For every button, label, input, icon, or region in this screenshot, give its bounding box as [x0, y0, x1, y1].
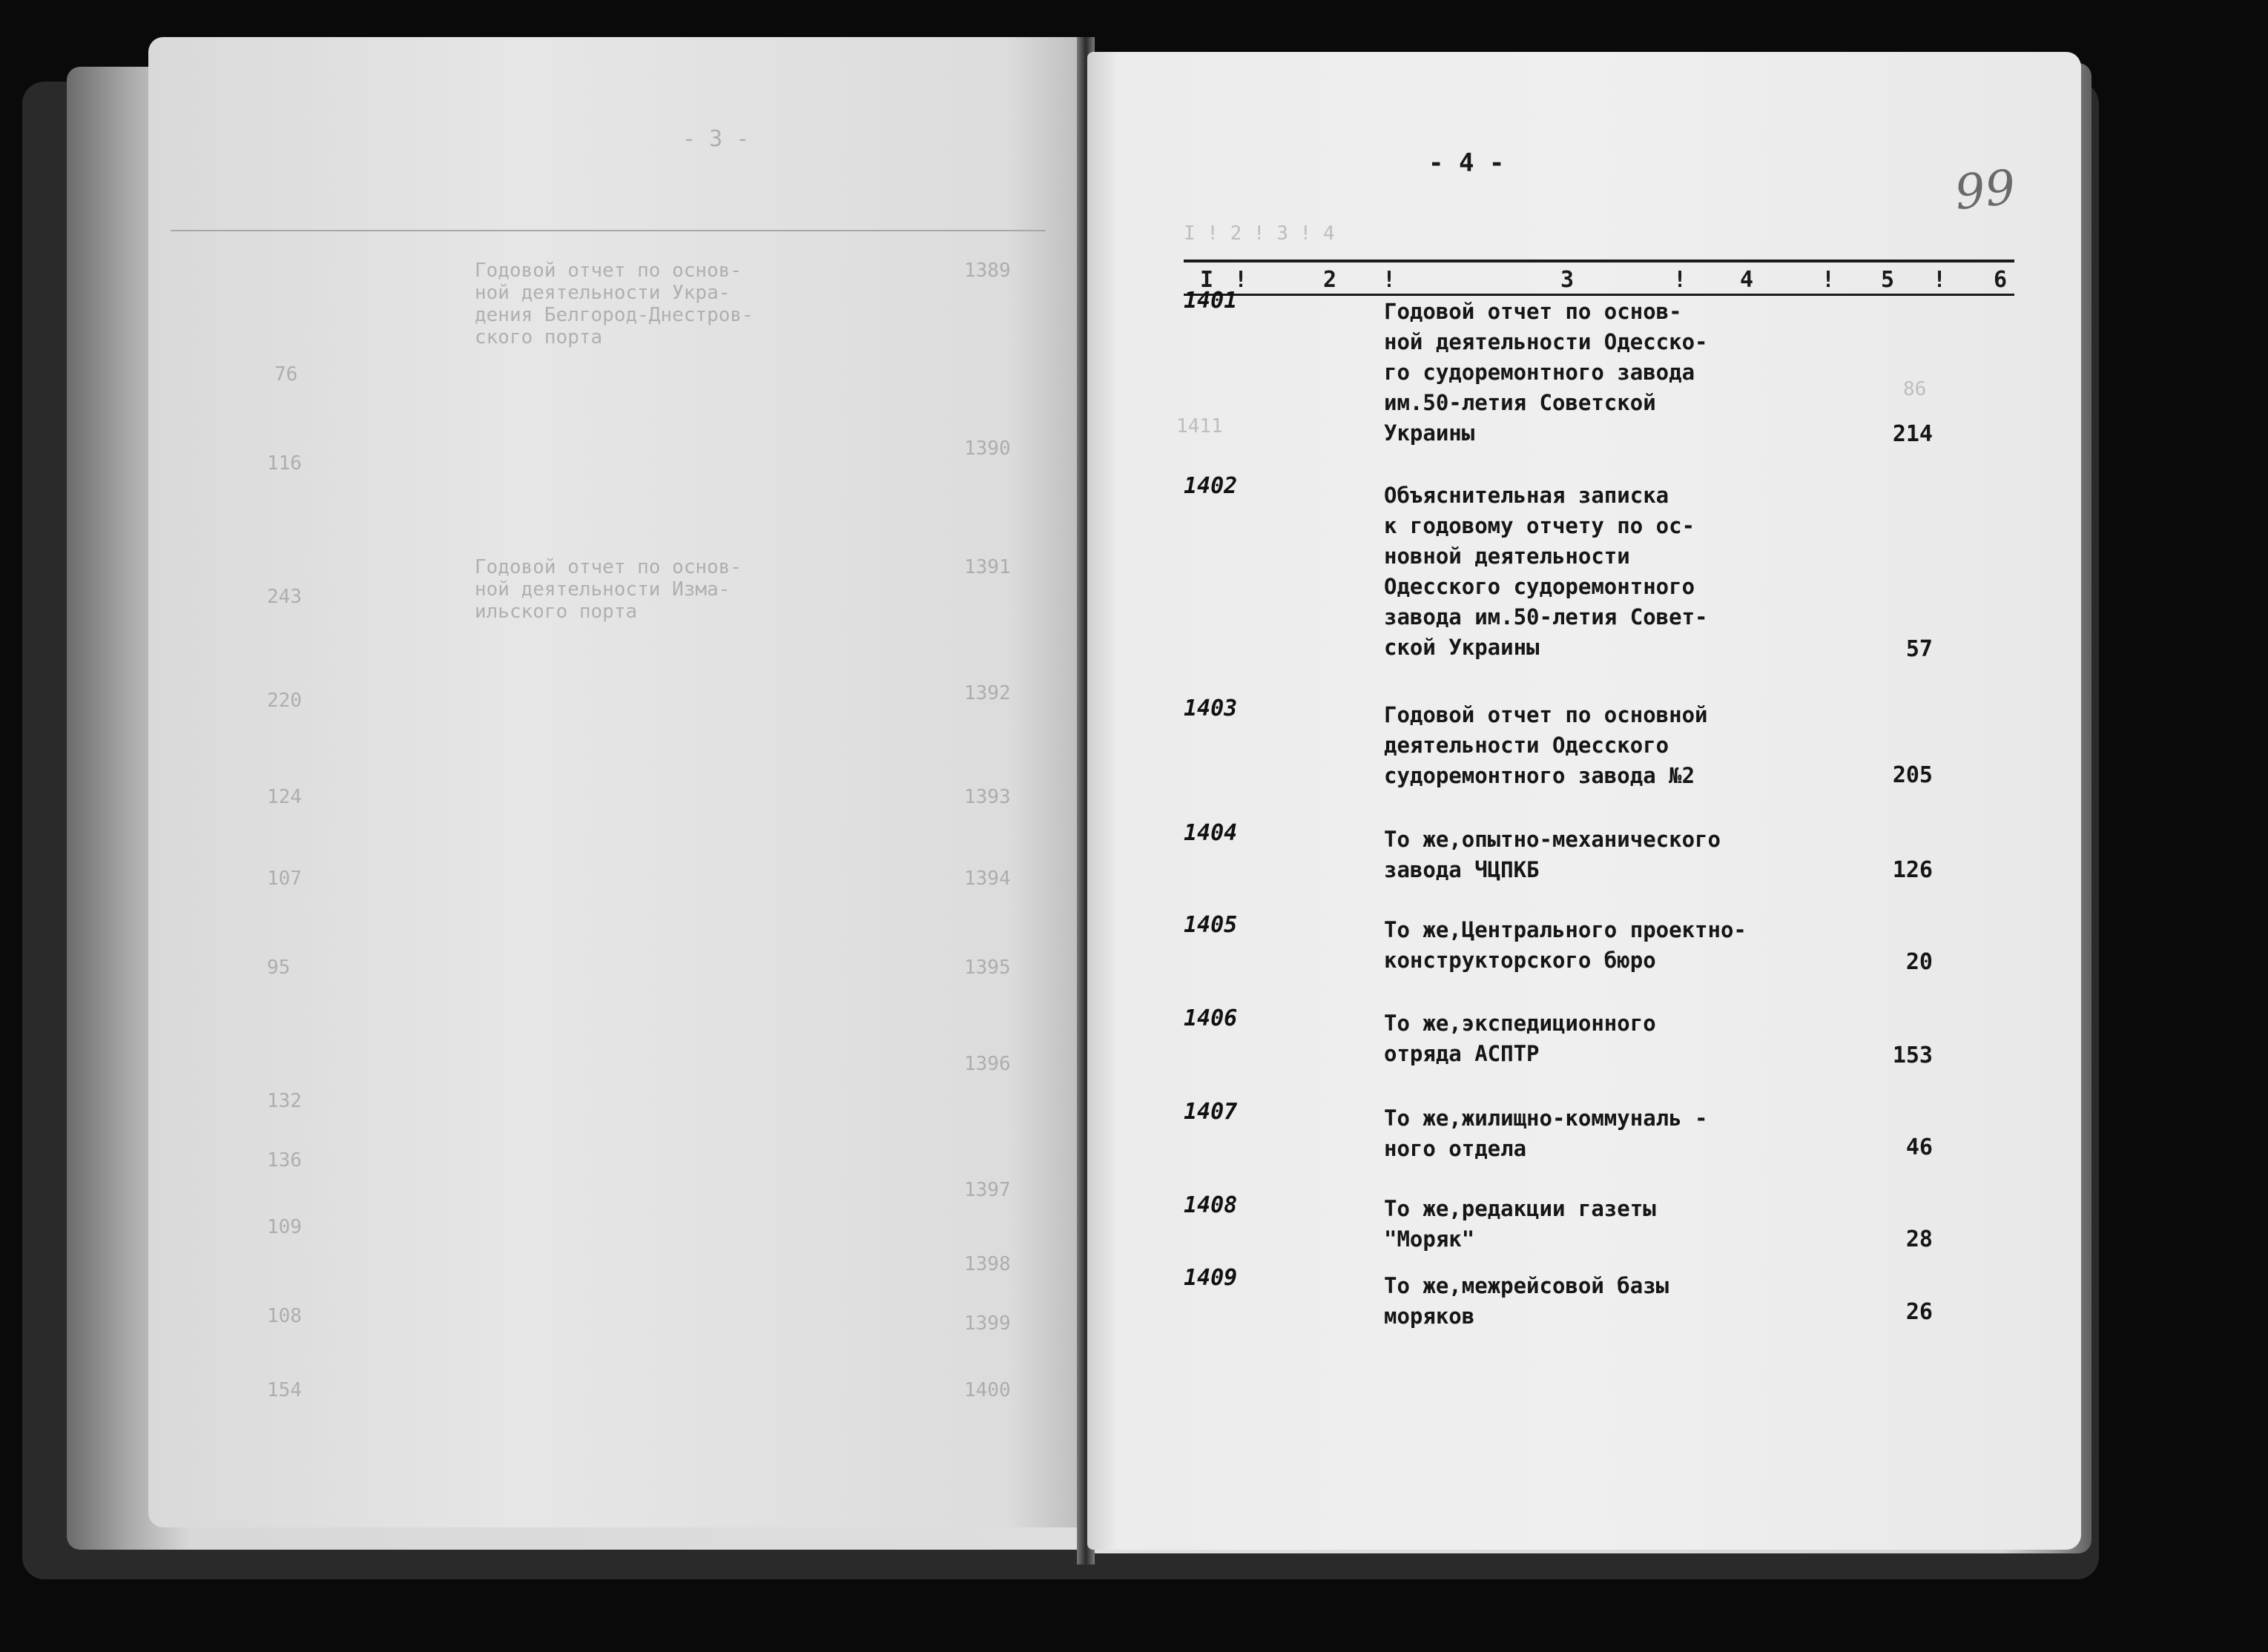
- entry-description-line: ной деятельности Одесско-: [1384, 329, 1708, 354]
- entry-sheet-count: 205: [1892, 762, 1933, 788]
- ghost-text: 1390: [964, 437, 1011, 460]
- ghost-text: 220: [267, 690, 302, 712]
- ghost-text: 86: [1903, 378, 1927, 400]
- column-header-1: I: [1200, 267, 1214, 293]
- entry-description-line: Объяснительная записка: [1384, 483, 1669, 508]
- entry-description-line: То же,экспедиционного: [1384, 1011, 1656, 1036]
- entry-description-line: То же,жилищно-коммуналь -: [1384, 1106, 1708, 1131]
- ghost-text: 154: [267, 1379, 302, 1401]
- entry-description: [1384, 915, 1799, 976]
- right-page: [1087, 52, 2081, 1550]
- entry-description-line: Годовой отчет по основной: [1384, 702, 1708, 727]
- entry-description-line: ской Украины: [1384, 635, 1540, 660]
- entry-description-line: го судоремонтного завода: [1384, 360, 1695, 385]
- ghost-text: 1411: [1176, 415, 1223, 437]
- ghost-text: I ! 2 ! 3 ! 4: [1184, 222, 1335, 245]
- table-top-rule: [1184, 260, 2014, 262]
- entry-number: 1405: [1184, 912, 1238, 938]
- entry-sheet-count: 46: [1905, 1134, 1933, 1160]
- entry-number: 1409: [1184, 1265, 1238, 1291]
- entry-sheet-count: 20: [1905, 949, 1933, 975]
- entry-description-line: отряда АСПТР: [1384, 1041, 1540, 1066]
- entry-description: [1384, 297, 1799, 449]
- column-header-3: 3: [1560, 267, 1575, 293]
- ghost-text: 136: [267, 1149, 302, 1172]
- entry-description-line: То же,межрейсовой базы: [1384, 1273, 1669, 1298]
- ghost-text: Годовой отчет по основ- ной деятельности Укра- дения Белгород-Днестров- ского порта: [475, 260, 754, 348]
- entry-description-line: То же,опытно-механического: [1384, 827, 1721, 852]
- ghost-rule: [171, 230, 1046, 231]
- page-number: - 4 -: [1428, 148, 1505, 178]
- entry-description-line: Одесского судоремонтного: [1384, 574, 1695, 599]
- ghost-text: 76: [274, 363, 298, 386]
- entry-description-line: То же,Центрального проектно-: [1384, 917, 1747, 942]
- entry-description-line: завода им.50-летия Совет-: [1384, 604, 1708, 630]
- column-divider: !: [1382, 267, 1397, 293]
- ghost-text: 109: [267, 1216, 302, 1238]
- ghost-text: 1394: [964, 868, 1011, 890]
- entry-description-line: конструкторского бюро: [1384, 948, 1656, 973]
- entry-description-line: То же,редакции газеты: [1384, 1196, 1656, 1221]
- column-header-4: 4: [1740, 267, 1754, 293]
- ghost-text: 243: [267, 586, 302, 608]
- column-divider: !: [1673, 267, 1687, 293]
- ghost-text: 108: [267, 1305, 302, 1327]
- column-divider: !: [1933, 267, 1947, 293]
- column-divider: !: [1822, 267, 1836, 293]
- entry-description: [1384, 1008, 1799, 1069]
- entry-description: [1384, 700, 1799, 791]
- ghost-text: 1400: [964, 1379, 1011, 1401]
- ghost-text: 1398: [964, 1253, 1011, 1275]
- column-header-6: 6: [1994, 267, 2008, 293]
- ghost-text: 1391: [964, 556, 1011, 578]
- ghost-text: 1396: [964, 1053, 1011, 1075]
- ghost-text: 132: [267, 1090, 302, 1112]
- entry-number: 1403: [1184, 696, 1238, 721]
- table-header-rule: [1184, 294, 2014, 296]
- entry-description-line: ного отдела: [1384, 1136, 1527, 1161]
- entry-description: [1384, 825, 1799, 885]
- entry-description: [1384, 1271, 1799, 1332]
- ghost-text: Годовой отчет по основ- ной деятельности Изма- ильского порта: [475, 556, 742, 623]
- left-page: [148, 37, 1083, 1527]
- entry-description: [1384, 1194, 1799, 1255]
- ghost-text: 116: [267, 452, 302, 475]
- ghost-text: 107: [267, 868, 302, 890]
- ghost-text: 95: [267, 956, 291, 979]
- ghost-text: 1393: [964, 786, 1011, 808]
- entry-description-line: новной деятельности: [1384, 543, 1630, 569]
- entry-number: 1406: [1184, 1005, 1238, 1031]
- column-header-2: 2: [1323, 267, 1337, 293]
- entry-description: [1384, 1103, 1799, 1164]
- ghost-text: 1397: [964, 1179, 1011, 1201]
- entry-number: 1404: [1184, 820, 1238, 846]
- ghost-text: 1392: [964, 682, 1011, 704]
- entry-number: 1407: [1184, 1099, 1238, 1125]
- ghost-text: 1389: [964, 260, 1011, 282]
- entry-sheet-count: 28: [1905, 1226, 1933, 1252]
- entry-description-line: Украины: [1384, 420, 1475, 446]
- ghost-text: 1399: [964, 1312, 1011, 1335]
- entry-description-line: к годовому отчету по ос-: [1384, 513, 1695, 538]
- entry-number: 1402: [1184, 473, 1238, 499]
- entry-description-line: им.50-летия Советской: [1384, 390, 1656, 415]
- column-divider: !: [1234, 267, 1248, 293]
- entry-description-line: "Моряк": [1384, 1226, 1475, 1252]
- entry-sheet-count: 153: [1892, 1043, 1933, 1068]
- archive-sheet-number: 99: [1952, 159, 2019, 222]
- entry-sheet-count: 214: [1892, 421, 1933, 447]
- entry-number: 1401: [1184, 288, 1238, 314]
- ghost-text: - 3 -: [682, 126, 750, 152]
- ghost-text: 1395: [964, 956, 1011, 979]
- entry-description: [1384, 480, 1799, 663]
- entry-description-line: моряков: [1384, 1304, 1475, 1329]
- ghost-text: 124: [267, 786, 302, 808]
- entry-description-line: Годовой отчет по основ-: [1384, 299, 1682, 324]
- entry-sheet-count: 26: [1905, 1299, 1933, 1325]
- entry-sheet-count: 57: [1905, 636, 1933, 662]
- column-header-5: 5: [1881, 267, 1895, 293]
- entry-description-line: завода ЧЦПКБ: [1384, 857, 1540, 882]
- entry-number: 1408: [1184, 1192, 1238, 1218]
- entry-sheet-count: 126: [1892, 857, 1933, 883]
- entry-description-line: деятельности Одесского: [1384, 733, 1669, 758]
- entry-description-line: судоремонтного завода №2: [1384, 763, 1695, 788]
